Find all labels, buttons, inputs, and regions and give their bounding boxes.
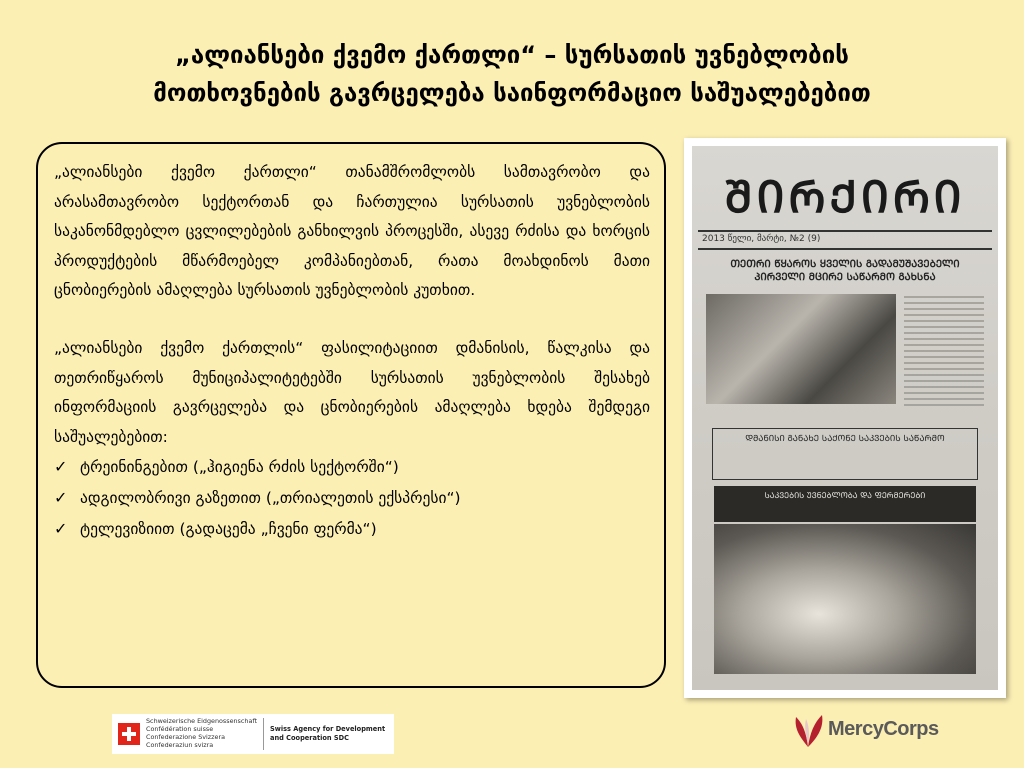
- sdc-agency-name: [270, 725, 385, 742]
- bullet-list: [54, 452, 650, 544]
- newspaper-rule: [698, 248, 992, 250]
- mercycorps-wordmark: MercyCorps: [828, 717, 939, 740]
- newspaper-dark-banner: ᲡᲐᲙᲕᲔᲑᲘᲡ ᲣᲕᲜᲔᲑᲚᲝᲑᲐ ᲓᲐ ᲤᲔᲠᲛᲔᲠᲔᲑᲘ: [714, 486, 976, 522]
- text-box: [36, 142, 666, 688]
- checkmark-icon: ✓: [54, 487, 68, 507]
- slide-title: [0, 36, 1024, 112]
- checkmark-icon: ✓: [54, 457, 68, 477]
- swiss-flag-icon: [118, 723, 140, 745]
- swiss-sdc-logo: [112, 714, 394, 754]
- mercycorps-logo: [790, 706, 950, 752]
- bullet-text: ადგილობრივი გაზეთით („თრიალეთის ექსპრესი“): [80, 488, 461, 507]
- checkmark-icon: ✓: [54, 518, 68, 538]
- newspaper-image-pigs: [714, 524, 976, 674]
- swiss-name-line: Confédération suisse: [146, 725, 214, 734]
- newspaper-image-people: [706, 294, 896, 404]
- list-item: [54, 452, 650, 483]
- newspaper-box-headline: ᲓᲛᲐᲜᲘᲡᲘ ᲒᲐᲜᲐᲮᲔ ᲡᲐᲥᲝᲜᲔ ᲡᲐᲙᲕᲔᲑᲘᲡ ᲡᲐᲬᲐᲠᲛᲝ: [712, 428, 978, 480]
- swiss-confederation-names: [146, 718, 257, 749]
- bullet-text: ტელევიზიით (გადაცემა „ჩვენი ფერმა“): [80, 519, 377, 538]
- newspaper-issue-info: 2013 წელი, მარტი, №2 (9): [702, 234, 821, 244]
- paragraph-cooperation: „ალიანსები ქვემო ქართლი“ თანამშრომლობს სამთავრობო და არასამთავრობო სექტორთან და ჩართულია სურსათის უვნებლობის საკანონმდებლო ცვლილებების განხილვის პროცესში, ასევე რძისა და ხორცის პროდუქტების მწარმოებელ კომპანიებთან, რათა მოახდინოს მათი ცნობიერების ამაღლება სურსათის უვნებლობის კუთხით.: [54, 163, 650, 300]
- newspaper-headline: ᲗᲔᲗᲠᲘ ᲬᲧᲐᲠᲝᲡ ᲧᲕᲔᲚᲘᲡ ᲒᲐᲓᲐᲛᲣᲨᲐᲕᲔᲑᲔᲚᲘ ᲞᲘᲠᲕᲔᲚᲘ ᲛᲪᲘᲠᲔ ᲡᲐᲬᲐᲠᲛᲝ ᲒᲐᲮᲡᲜᲐ: [730, 259, 960, 283]
- list-item: [54, 514, 650, 545]
- list-item: [54, 483, 650, 514]
- newspaper-photo-frame: [684, 138, 1006, 698]
- sdc-line: Swiss Agency for Development: [270, 725, 386, 734]
- swiss-name-line: Confederaziun svizra: [146, 740, 214, 749]
- sdc-line: and Cooperation SDC: [270, 734, 349, 742]
- slide-title-line-2: მოთხოვნების გავრცელება საინფორმაციო საშუალებებით: [153, 79, 871, 107]
- newspaper-rule: [698, 230, 992, 232]
- paragraph-facilitation: „ალიანსები ქვემო ქართლის“ ფასილიტაციით დმანისის, წალკისა და თეთრიწყაროს მუნიციპალიტეტებში სურსათის უვნებლობის შესახებ ინფორმაციის გავრცელება და ცნობიერების ამაღლება ხდება შემდეგი საშუალებებით:: [54, 338, 650, 446]
- slide-title-line-1: „ალიანსები ქვემო ქართლი“ – სურსათის უვნებლობის: [175, 41, 849, 69]
- newspaper-masthead: ᲨᲘᲠᲥᲘᲠᲘ: [724, 172, 966, 223]
- swiss-name-line: Confederazione Svizzera: [146, 733, 225, 741]
- logo-divider: [263, 718, 264, 750]
- newspaper-text-column: [904, 296, 984, 406]
- newspaper-photo: [692, 146, 998, 690]
- swiss-name-line: Schweizerische Eidgenossenschaft: [146, 717, 258, 726]
- mercycorps-leaf-icon: [790, 709, 826, 749]
- bullet-text: ტრეინინგებით („ჰიგიენა რძის სექტორში“): [80, 458, 399, 477]
